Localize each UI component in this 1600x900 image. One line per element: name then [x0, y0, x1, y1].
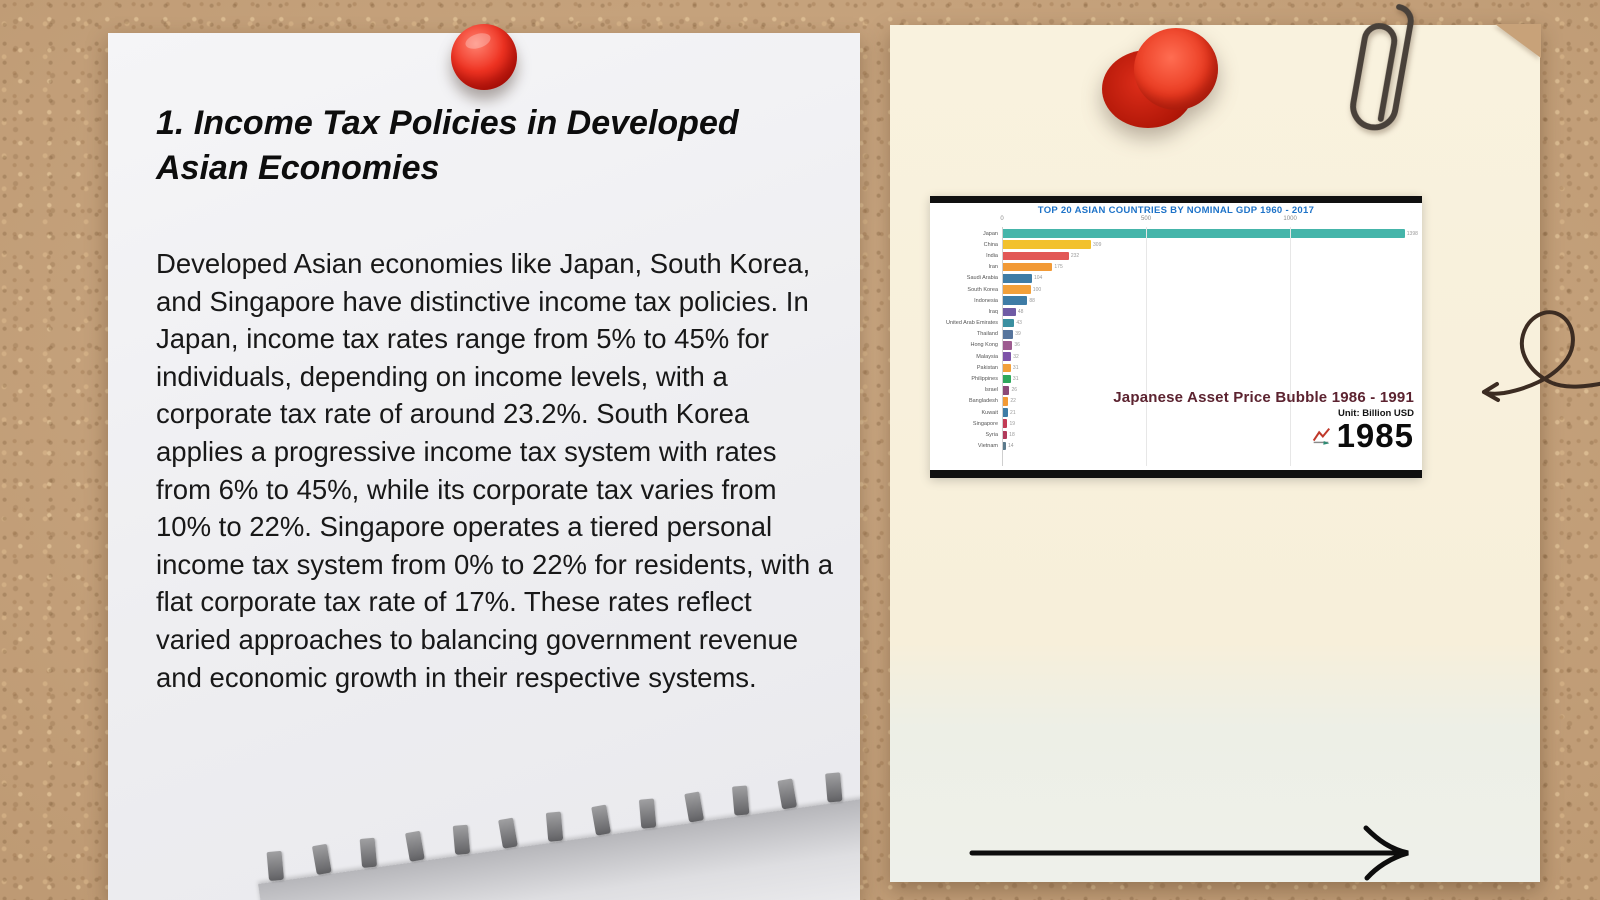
bar-row — [930, 329, 1418, 340]
bar-row — [930, 239, 1418, 250]
letterbox-top — [930, 196, 1422, 203]
bar-label: Bangladesh — [968, 398, 998, 405]
bar — [1002, 274, 1032, 283]
bar-value: 48 — [1017, 308, 1024, 315]
axis-tick: 500 — [1141, 216, 1152, 222]
bar-value: 26 — [1011, 387, 1018, 394]
bar — [1002, 352, 1011, 361]
note-title: 1. Income Tax Policies in Developed Asian Economies — [156, 104, 739, 187]
left-note — [108, 33, 860, 900]
bar-value: 36 — [1014, 342, 1020, 349]
spiral-stub — [825, 772, 842, 802]
letterbox-bottom — [930, 470, 1422, 478]
bar-label: United Arab Emirates — [946, 320, 998, 327]
bar-value: 18 — [1009, 431, 1015, 438]
bar-value: 14 — [1008, 443, 1014, 450]
bar — [1002, 319, 1014, 328]
bar-row — [930, 318, 1418, 329]
chart-title: TOP 20 ASIAN COUNTRIES BY NOMINAL GDP 1960 - 2017 — [1037, 205, 1315, 216]
gridline — [1002, 227, 1003, 466]
bar-row — [930, 306, 1418, 317]
bar — [1002, 252, 1069, 261]
bar — [1002, 229, 1405, 238]
bar-label: Syria — [985, 431, 998, 438]
bar-value: 21 — [1010, 409, 1016, 416]
bar — [1002, 263, 1052, 272]
spiral-stub — [732, 785, 749, 815]
chart-year-label: 1985 — [1336, 417, 1414, 454]
chart-image — [930, 196, 1422, 478]
bar-value: 309 — [1093, 241, 1102, 248]
chart-unit-label: Unit: Billion USD — [1338, 408, 1414, 419]
bar-row — [930, 295, 1418, 306]
bar-value: 104 — [1033, 275, 1043, 282]
bar — [1002, 375, 1011, 384]
bar-value: 100 — [1032, 286, 1042, 293]
bar-label: Iraq — [988, 308, 998, 315]
chart-overlay — [1113, 389, 1414, 452]
logo-icon — [1310, 425, 1332, 447]
bar — [1002, 285, 1031, 294]
bar-label: Kuwait — [981, 409, 998, 416]
bar-label: Pakistan — [976, 364, 998, 371]
spiral-stub — [684, 791, 704, 822]
bar-value: 232 — [1070, 252, 1080, 259]
bar — [1002, 240, 1091, 249]
note-body: Developed Asian economies like Japan, South Korea, and Singapore have distinctive income tax policies. In Japan, income tax rates range from 5% to 45% for individuals, depending on income levels, with a corporate tax rate of around 23.2%. South Korea applies a progressive income tax system with rates from 6% to 45%, while its corporate tax varies from 10% to 22%. Singapore operates a tiered personal income tax system from 0% to 22% for residents, with a flat corporate tax rate of 17%. These rates reflect varied approaches to balancing government revenue and economic growth in their respective systems. — [156, 248, 834, 693]
bar-row — [930, 351, 1418, 362]
spiral-stub — [498, 818, 518, 849]
arrow-icon — [962, 820, 1432, 882]
bar — [1002, 308, 1016, 317]
bar-row — [930, 284, 1418, 295]
bar — [1002, 330, 1013, 339]
spiral-stub — [405, 831, 425, 862]
bar-row — [930, 340, 1418, 351]
bar-row — [930, 228, 1418, 239]
spiral-stub — [591, 805, 611, 836]
bar-row — [930, 273, 1418, 284]
axis-tick: 0 — [1000, 216, 1004, 222]
spiral-stub — [777, 778, 797, 809]
bar-label: Thailand — [976, 331, 998, 338]
chart-caption: Japanese Asset Price Bubble 1986 - 1991 — [1113, 389, 1414, 406]
bar-value: 31 — [1012, 376, 1019, 383]
spiral-stub — [312, 844, 332, 875]
bar-value: 39 — [1015, 331, 1021, 338]
spiral-stub — [546, 812, 563, 842]
bar-label: Iran — [988, 264, 998, 271]
spiral-stub — [639, 798, 656, 828]
bar — [1002, 341, 1012, 350]
bar-label: Vietnam — [977, 443, 998, 450]
torn-edge — [258, 755, 860, 900]
bar-label: China — [983, 241, 998, 248]
right-note — [890, 25, 1540, 882]
bar-label: Philippines — [971, 376, 998, 383]
axis-tick: 1000 — [1283, 216, 1297, 222]
bar — [1002, 386, 1009, 395]
bar-value: 88 — [1029, 297, 1035, 304]
bar-value: 175 — [1054, 264, 1063, 271]
spiral-stub — [453, 825, 470, 855]
red-pushpin-icon — [451, 24, 517, 90]
bar-label: Japan — [983, 230, 998, 237]
bar-value: 43 — [1016, 320, 1022, 327]
bar-value: 31 — [1012, 364, 1019, 371]
bar-row — [930, 373, 1418, 384]
bar-label: Malaysia — [976, 353, 998, 360]
bar-label: Hong Kong — [970, 342, 998, 349]
squiggle-arrow-icon — [1438, 296, 1600, 414]
bar-value: 1398 — [1406, 230, 1418, 237]
bar-value: 32 — [1013, 353, 1019, 360]
spiral-stub — [360, 838, 377, 868]
bar-row — [930, 362, 1418, 373]
bar-label: Israel — [984, 387, 998, 394]
bar — [1002, 364, 1011, 373]
bar-row — [930, 262, 1418, 273]
bar-row — [930, 250, 1418, 261]
folded-corner — [1495, 24, 1541, 58]
bar-value: 19 — [1009, 420, 1016, 427]
bar-label: Singapore — [972, 420, 998, 427]
bar — [1002, 296, 1027, 305]
red-pushpin-tilted-icon — [1098, 28, 1224, 130]
bar-label: Saudi Arabia — [966, 275, 998, 282]
bar-label: South Korea — [967, 286, 998, 293]
bar-value: 22 — [1010, 398, 1016, 405]
bar-label: India — [986, 252, 998, 259]
spiral-stub — [267, 851, 284, 881]
bar-label: Indonesia — [974, 297, 998, 304]
